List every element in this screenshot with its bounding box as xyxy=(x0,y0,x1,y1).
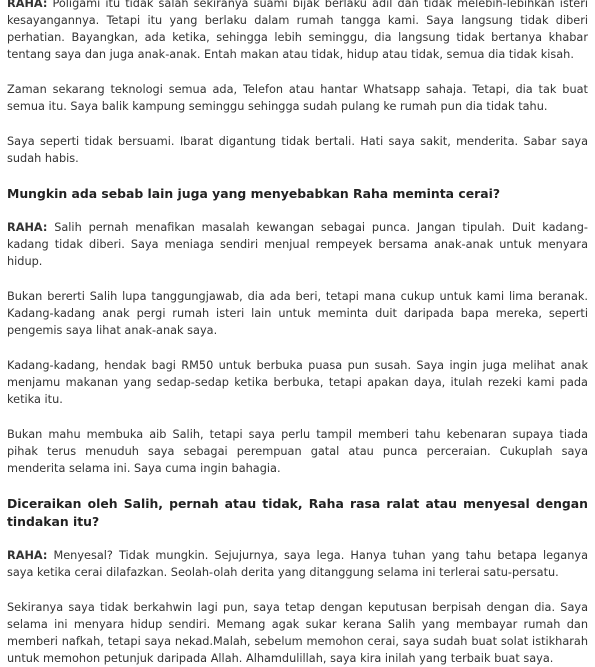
speaker-label: RAHA: xyxy=(7,221,48,234)
answer-text: Poligami itu tidak salah sekiranya suami bijak berlaku adil dan tidak melebih-lebihkan isteri kesayangannya. Tetapi itu yang berlaku dalam rumah tangga kami. Saya langsung tidak diberi perhatian. Bayangkan, ada ketika, sehingga lebih seminggu, dia langsung tidak bertanya khabar tentang saya dan juga anak-anak. Entah makan atau tidak, hidup atau tidak, semua dia tidak kisah. xyxy=(7,0,588,61)
body-paragraph: Bukan mahu membuka aib Salih, tetapi saya perlu tampil memberi tahu kebenaran supaya tiada pihak terus menuduh saya sebagai perempuan gatal atau punca perceraian. Cukuplah saya menderita selama ini. Saya cuma ingin bahagia. xyxy=(7,428,588,475)
body-paragraph: Zaman sekarang teknologi semua ada, Telefon atau hantar Whatsapp sahaja. Tetapi, dia tak buat semua itu. Saya balik kampung seminggu sehingga sudah pulang ke rumah pun dia tidak tahu. xyxy=(7,83,588,113)
body-paragraph: Sekiranya saya tidak berkahwin lagi pun, saya tetap dengan keputusan berpisah dengan dia. Saya selama ini menyara hidup sendiri. Memang agak sukar kerana Salih yang membayar rumah dan memberi nafkah, tetapi saya nekad.Malah, sebelum memohon cerai, saya sudah buat solat istikharah untuk memohon petunjuk daripada Allah. Alhamdulillah, saya kira inilah yang terbaik buat saya. xyxy=(7,601,588,665)
answer-paragraph xyxy=(7,219,588,270)
body-paragraph: Kadang-kadang, hendak bagi RM50 untuk berbuka puasa pun susah. Saya ingin juga melihat anak menjamu makanan yang sedap-sedap ketika berbuka, tetapi apakan daya, itulah rezeki kami pada ketika itu. xyxy=(7,359,588,406)
speaker-label: RAHA: xyxy=(7,549,48,562)
body-paragraph: Saya seperti tidak bersuami. Ibarat digantung tidak bertali. Hati saya sakit, menderita. Sabar saya sudah habis. xyxy=(7,135,588,165)
speaker-label: RAHA: xyxy=(7,0,48,10)
answer-paragraph xyxy=(7,0,588,63)
answer-text: Salih pernah menafikan masalah kewangan sebagai punca. Jangan tipulah. Duit kadang-kadang tidak diberi. Saya meniaga sendiri menjual rempeyek bersama anak-anak untuk menyara hidup. xyxy=(7,221,588,268)
answer-paragraph xyxy=(7,547,588,581)
answer-text: Menyesal? Tidak mungkin. Sejujurnya, saya lega. Hanya tuhan yang tahu betapa leganya saya ketika cerai dilafazkan. Seolah-olah derita yang ditanggung selama ini terlerai satu-persatu. xyxy=(7,549,588,579)
body-paragraph: Bukan bererti Salih lupa tanggungjawab, dia ada beri, tetapi mana cukup untuk kami lima beranak. Kadang-kadang anak pergi rumah isteri lain untuk meminta duit daripada bapa mereka, seperti pengemis saya lihat anak-anak saya. xyxy=(7,290,588,337)
interview-question: Mungkin ada sebab lain juga yang menyebabkan Raha meminta cerai? xyxy=(7,186,501,201)
interview-question: Diceraikan oleh Salih, pernah atau tidak, Raha rasa ralat atau menyesal dengan tindakan itu? xyxy=(7,496,588,529)
